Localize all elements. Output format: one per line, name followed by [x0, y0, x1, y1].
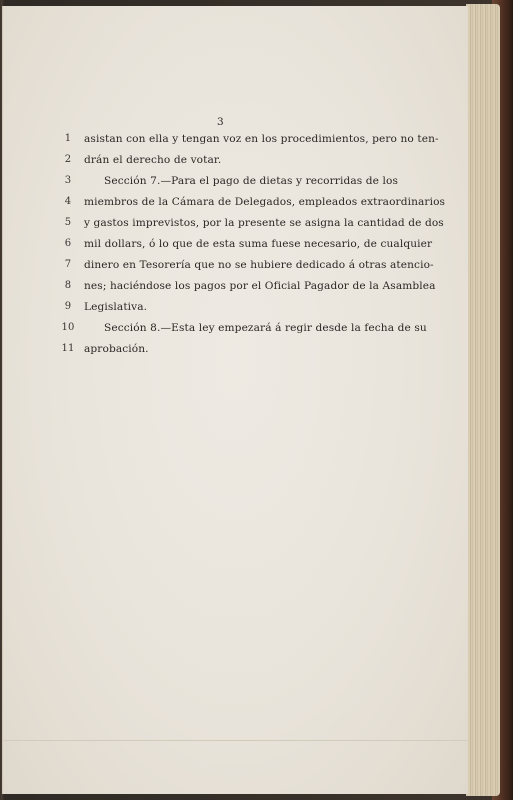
text-line: [2, 175, 468, 195]
text-line: [2, 238, 468, 258]
text-line: [2, 343, 468, 363]
text-line: [2, 259, 468, 279]
page-leaf: [2, 6, 468, 794]
text-line: [2, 133, 468, 153]
page-number: 3: [217, 116, 224, 128]
text-line: [2, 301, 468, 321]
line-number: 2: [64, 154, 72, 165]
line-number: 5: [64, 217, 72, 228]
line-number: 4: [64, 196, 72, 207]
line-number: 11: [61, 343, 75, 354]
line-number: 7: [64, 259, 72, 270]
line-text: mil dollars, ó lo que de esta suma fuese necesario, de cualquier: [84, 238, 433, 250]
line-number: 3: [64, 175, 72, 186]
text-line: [2, 322, 468, 342]
line-number: 6: [64, 238, 72, 249]
page-stack-edge: [466, 4, 500, 796]
line-text: drán el derecho de votar.: [84, 154, 222, 166]
line-text: Legislativa.: [84, 301, 148, 313]
text-line: [2, 154, 468, 174]
line-text: Sección 8.—Esta ley empezará á regir desde la fecha de su: [104, 322, 427, 334]
line-text: Sección 7.—Para el pago de dietas y recorridas de los: [104, 175, 398, 187]
line-number: 8: [64, 280, 72, 291]
line-number: 1: [64, 133, 72, 144]
line-text: aprobación.: [84, 343, 149, 355]
line-text: nes; haciéndose los pagos por el Oficial Pagador de la Asamblea: [84, 280, 436, 292]
text-line: [2, 217, 468, 237]
line-text: dinero en Tesorería que no se hubiere dedicado á otras atencio-: [84, 259, 434, 271]
line-text: miembros de la Cámara de Delegados, empleados extraordinarios: [84, 196, 446, 208]
line-text: asistan con ella y tengan voz en los procedimientos, pero no ten-: [84, 133, 439, 145]
plate-border: [4, 740, 468, 741]
line-text: y gastos imprevistos, por la presente se asigna la cantidad de dos: [84, 217, 444, 229]
line-number: 9: [64, 301, 72, 312]
line-number: 10: [61, 322, 75, 333]
text-line: [2, 280, 468, 300]
text-line: [2, 196, 468, 216]
